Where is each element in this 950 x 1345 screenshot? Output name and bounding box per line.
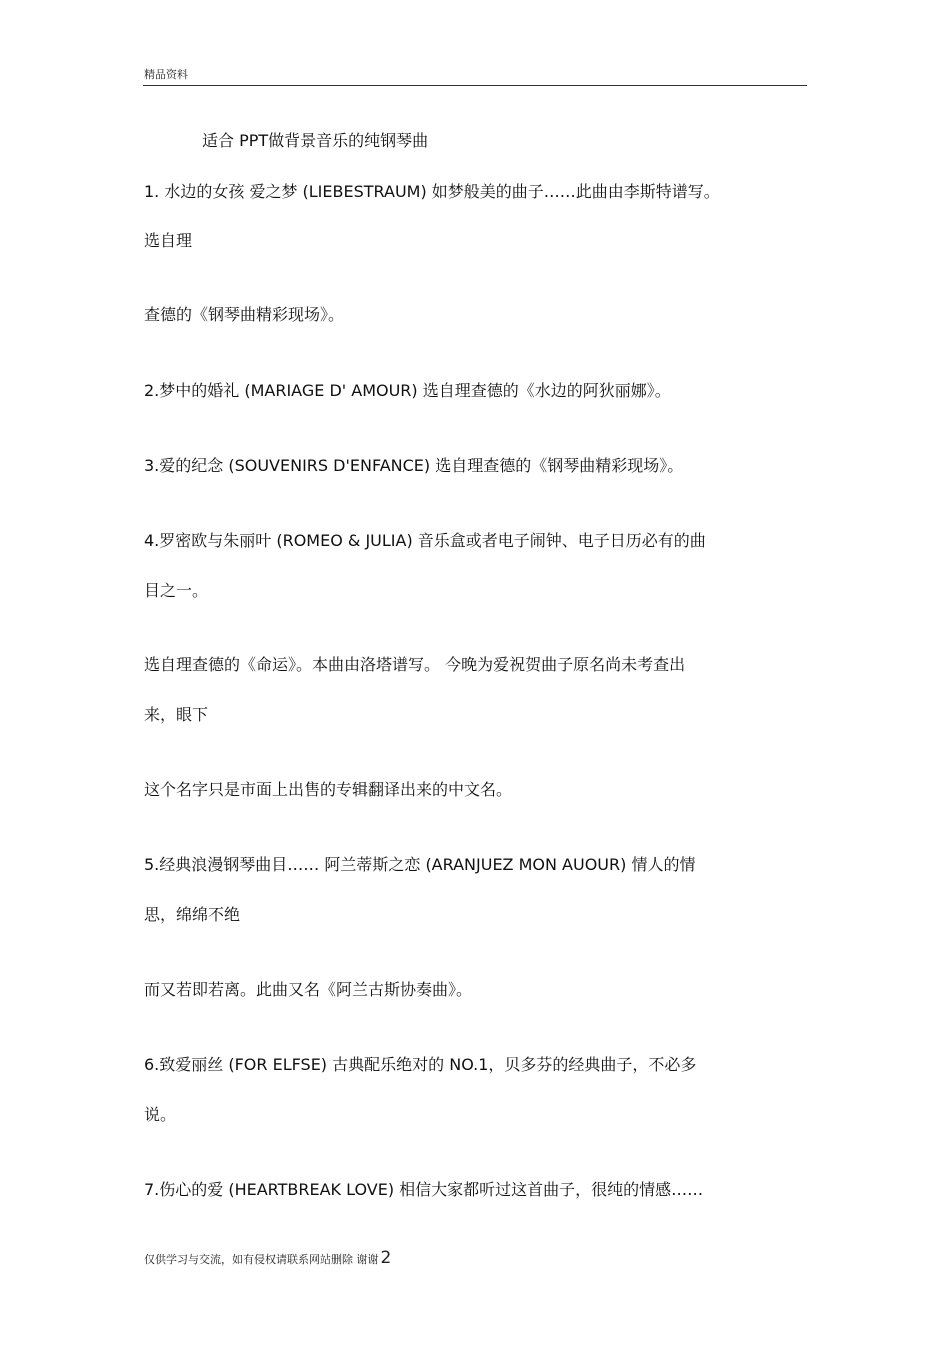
text-line: 3.爱的纪念 (SOUVENIRS D'ENFANCE) 选自理查德的《钢琴曲精彩现场》。 [144,456,684,475]
text-line: 选自理 [144,231,193,250]
text-line: 这个名字只是市面上出售的专辑翻译出来的中文名。 [144,780,513,799]
text-line: 选自理查德的《命运》。本曲由洛塔谱写。 今晚为爱祝贺曲子原名尚未考查出 [144,655,686,674]
header-label: 精品资料 [144,68,188,81]
footer [144,1248,391,1268]
text-line: 思，绵绵不绝 [144,905,241,924]
text-line: 5.经典浪漫钢琴曲目…… 阿兰蒂斯之恋 (ARANJUEZ MON AUOUR) 情人的情 [144,855,696,874]
header-divider [143,85,807,86]
text-line: 7.伤心的爱 (HEARTBREAK LOVE) 相信大家都听过这首曲子，很纯的情感…… [144,1180,704,1199]
text-line: 6.致爱丽丝 (FOR ELFSE) 古典配乐绝对的 NO.1，贝多芬的经典曲子，不必多 [144,1055,697,1074]
text-line: 目之一。 [144,581,209,600]
page-number: 2 [380,1248,392,1268]
text-line: 来，眼下 [144,705,209,724]
document-title: 适合 PPT做背景音乐的纯钢琴曲 [202,131,429,150]
text-line: 而又若即若离。此曲又名《阿兰古斯协奏曲》。 [144,980,473,999]
footer-text: 仅供学习与交流，如有侵权请联系网站删除 谢谢 [144,1253,379,1266]
text-line: 1. 水边的女孩 爱之梦 (LIEBESTRAUM) 如梦般美的曲子……此曲由李斯特谱写。 [144,182,720,201]
text-line: 查德的《钢琴曲精彩现场》。 [144,305,345,324]
text-line: 4.罗密欧与朱丽叶 (ROMEO & JULIA) 音乐盒或者电子闹钟、电子日历必有的曲 [144,531,706,550]
text-line: 说。 [144,1105,177,1124]
text-line: 2.梦中的婚礼 (MARIAGE D' AMOUR) 选自理查德的《水边的阿狄丽娜》。 [144,381,671,400]
